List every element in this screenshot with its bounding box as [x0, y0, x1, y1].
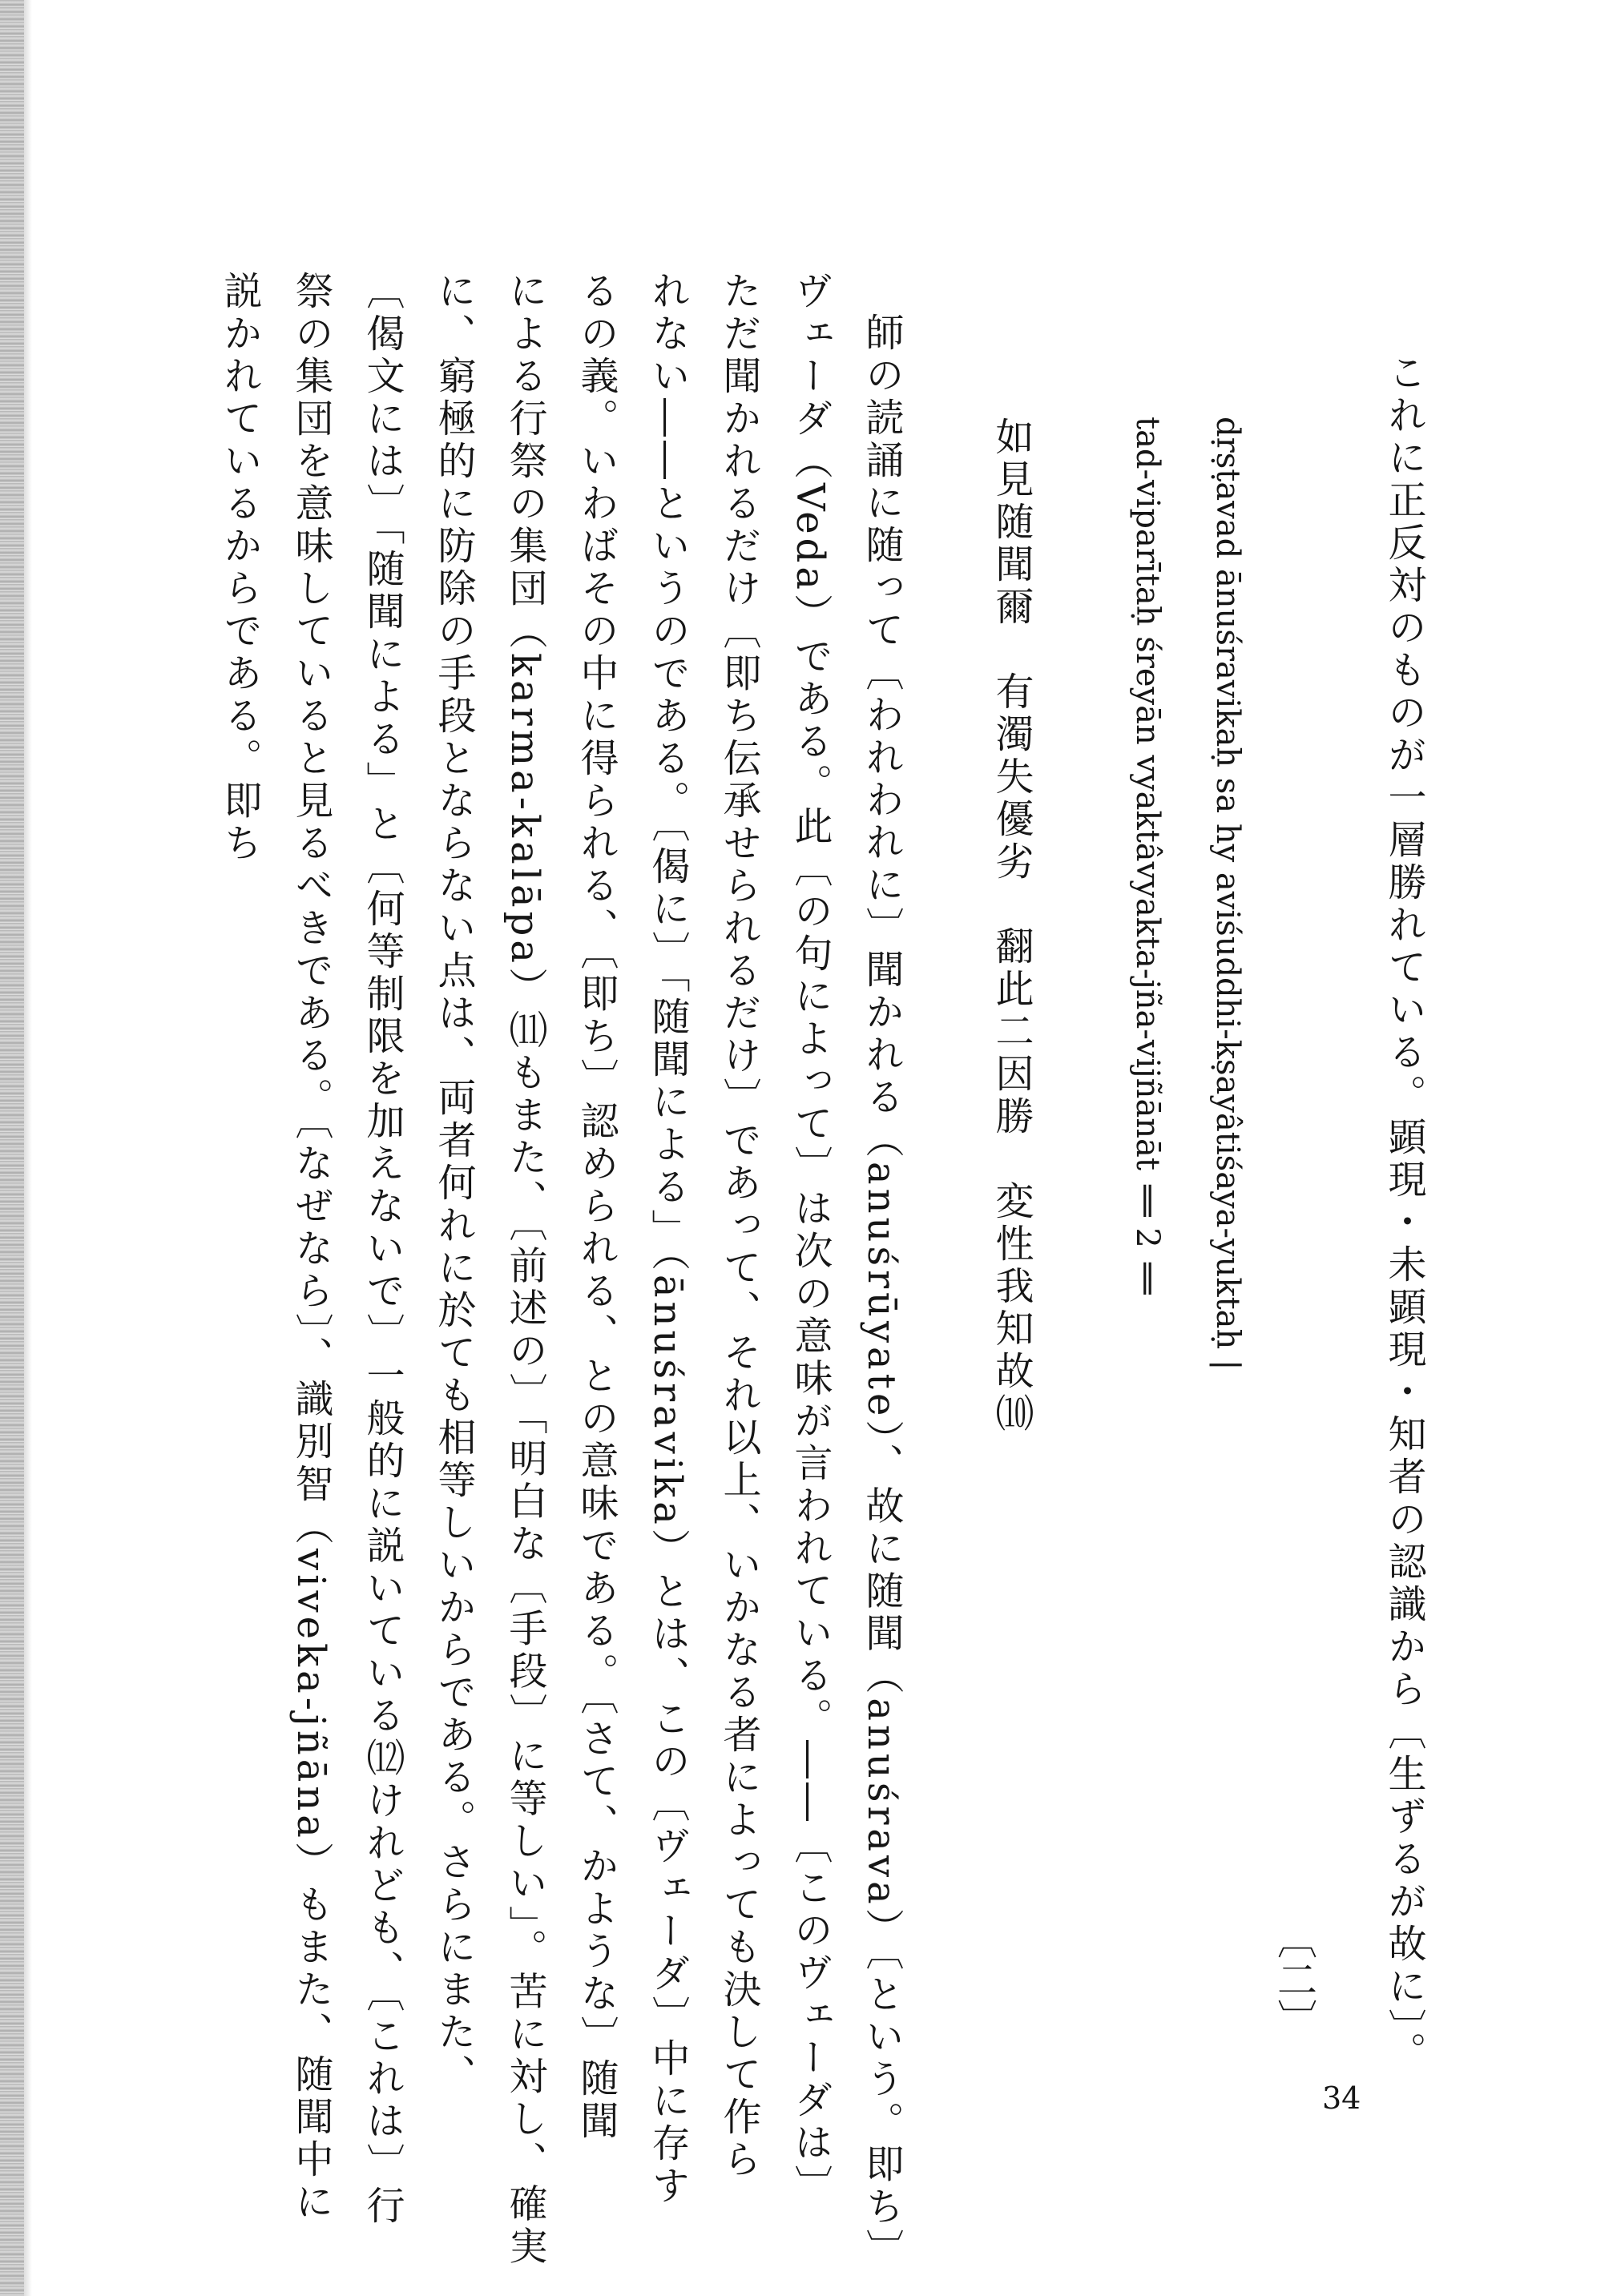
commentary-line-7: に、窮極的に防除の手段とならない点は、両者何れに於ても相等しいからである。さらにまた、	[431, 271, 476, 2097]
commentary-line-3: ただ聞かれるだけ〔即ち伝承せられるだけ〕であって、それ以上、いかなる者によっても決して作ら	[716, 271, 761, 2181]
verse-translation: これに正反対のものが一層勝れている。顕現・未顕現・知者の認識から〔生ずるが故に〕。	[1381, 352, 1426, 2074]
commentary-line-5: るの義。いわばその中に得られる、〔即ち〕認められる、との意味である。〔さて、かような〕随聞	[574, 271, 619, 2143]
page-number: 34	[1322, 2080, 1361, 2116]
commentary-line-4: れない――というのである。〔偈に〕「随聞による」（ānuśravika）とは、この〔ヴェーダ〕中に存す	[645, 271, 690, 2208]
commentary-line-8: 〔偈文には〕「随聞による」と〔何等制限を加えないで〕一般的に説いている⑿けれども、〔これは〕行	[360, 271, 405, 2228]
sanskrit-verse-line-2: tad-viparītaḥ śreyān vyaktâvyakta-jña-vijñānāt ‖ 2 ‖	[1129, 417, 1166, 1295]
commentary-line-2: ヴェーダ（Veda）である。此〔の句によって〕は次の意味が言われている。――〔このヴェーダは〕	[788, 271, 833, 2208]
commentary-line-9: 祭の集団を意味していると見るべきである。〔なぜなら〕、識別智（viveka-jñāna）もまた、随聞中に	[288, 271, 333, 2224]
sanskrit-verse-line-1: dṛṣṭavad ānuśravikaḥ sa hy aviśuddhi-kṣayâtiśaya-yuktaḥ |	[1209, 417, 1246, 1371]
section-number: 〔二〕	[1271, 1919, 1317, 2039]
scan-edge-gradient	[24, 0, 32, 2296]
commentary-line-6: による行祭の集団（karma-kalāpa）⑾もまた、〔前述の〕「明白な〔手段〕に等しい」。苦に対し、確実	[502, 271, 547, 2269]
chinese-verse: 如見随聞爾 有濁失優劣 翻此二因勝 変性我知故⑽	[989, 417, 1034, 1436]
commentary-line-1: 師の読誦に随って〔われわれに〕聞かれる（anuśrūyate）、故に随聞（anuśrava）〔という。即ち〕	[859, 312, 904, 2271]
commentary-line-10: 説かれているからである。即ち	[217, 271, 262, 865]
scan-edge-shadow	[0, 0, 24, 2296]
